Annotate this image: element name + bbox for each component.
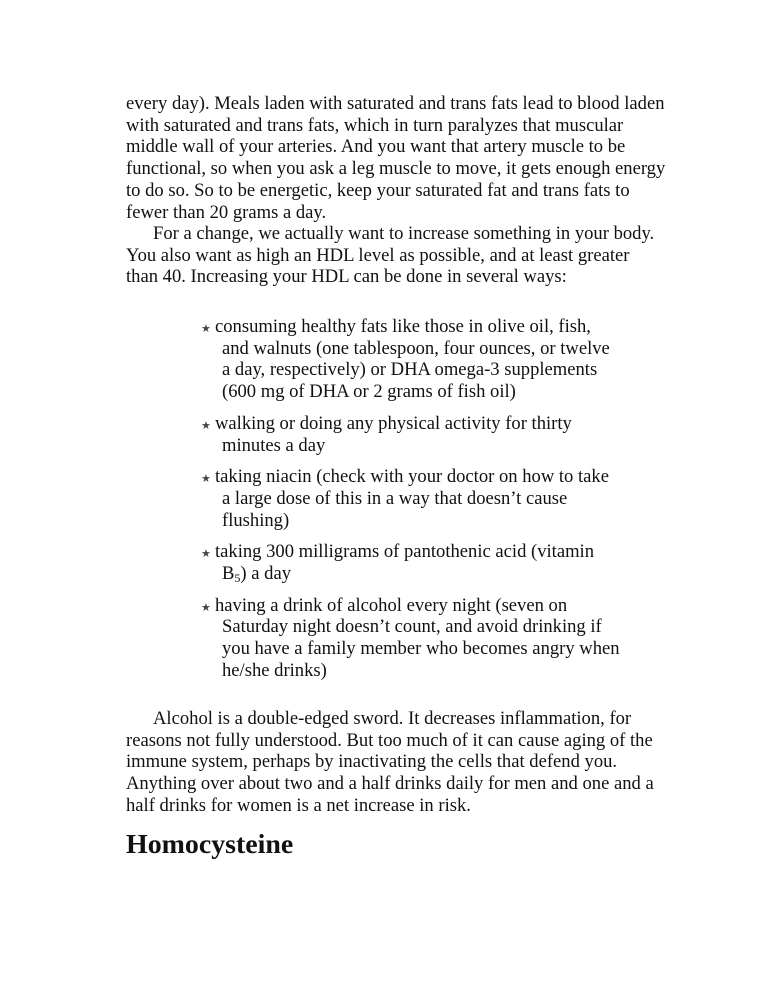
list-item xyxy=(201,541,661,584)
star-bullet-icon: ★ xyxy=(201,548,211,561)
text-line: with saturated and trans fats, which in turn paralyzes that muscular xyxy=(126,114,624,136)
text-line: you have a family member who becomes angry when xyxy=(222,638,620,660)
text-fragment: ) a day xyxy=(240,563,291,585)
text-line: fewer than 20 grams a day. xyxy=(126,201,327,223)
list-item xyxy=(201,466,661,531)
text-line: consuming healthy fats like those in olive oil, fish, xyxy=(215,316,591,337)
text-line: he/she drinks) xyxy=(222,659,327,681)
list-item xyxy=(201,316,661,403)
text-line: immune system, perhaps by inactivating the cells that defend you. xyxy=(126,751,618,773)
text-line xyxy=(215,563,661,585)
text-fragment: B xyxy=(222,563,235,585)
text-line: than 40. Increasing your HDL can be done in several ways: xyxy=(126,266,567,288)
text-line: to do so. So to be energetic, keep your saturated fat and trans fats to xyxy=(126,179,630,201)
text-line: a large dose of this in a way that doesn’t cause xyxy=(222,487,568,509)
star-bullet-icon: ★ xyxy=(201,601,211,614)
star-bullet-icon: ★ xyxy=(201,323,211,335)
text-line: For a change, we actually want to increase something in your body. xyxy=(153,223,655,244)
text-line: half drinks for women is a net increase in risk. xyxy=(126,794,471,816)
text-line: every day). Meals laden with saturated and trans fats lead to blood laden xyxy=(126,93,665,114)
subscript: 5 xyxy=(234,571,241,586)
list-item xyxy=(201,595,661,682)
text-line: minutes a day xyxy=(222,434,326,456)
paragraph-hdl xyxy=(126,223,686,288)
text-line: taking niacin (check with your doctor on how to take xyxy=(215,466,609,488)
text-line: reasons not fully understood. But too much of it can cause aging of the xyxy=(126,729,653,751)
paragraph-alcohol xyxy=(126,708,686,817)
text-line: Alcohol is a double-edged sword. It decreases inflammation, for xyxy=(153,708,632,729)
text-line: walking or doing any physical activity for thirty xyxy=(215,412,572,434)
text-line: taking 300 milligrams of pantothenic acid (vitamin xyxy=(215,541,595,563)
list-item xyxy=(201,413,661,456)
section-heading: Homocysteine xyxy=(126,829,294,860)
star-bullet-icon: ★ xyxy=(201,473,211,486)
hdl-methods-list xyxy=(201,316,661,692)
star-bullet-icon: ★ xyxy=(201,419,211,432)
text-line: (600 mg of DHA or 2 grams of fish oil) xyxy=(222,381,516,403)
text-line: a day, respectively) or DHA omega-3 supplements xyxy=(222,359,598,381)
text-line: middle wall of your arteries. And you want that artery muscle to be xyxy=(126,136,626,158)
text-line: Anything over about two and a half drinks daily for men and one and a xyxy=(126,773,654,795)
text-line: You also want as high an HDL level as possible, and at least greater xyxy=(126,244,630,266)
text-line: Saturday night doesn’t count, and avoid drinking if xyxy=(222,616,602,638)
text-line: flushing) xyxy=(222,509,290,531)
text-line: functional, so when you ask a leg muscle to move, it gets enough energy xyxy=(126,158,666,180)
paragraph-saturated-fats xyxy=(126,93,686,223)
text-line: having a drink of alcohol every night (seven on xyxy=(215,594,568,616)
text-line: and walnuts (one tablespoon, four ounces, or twelve xyxy=(222,337,610,359)
